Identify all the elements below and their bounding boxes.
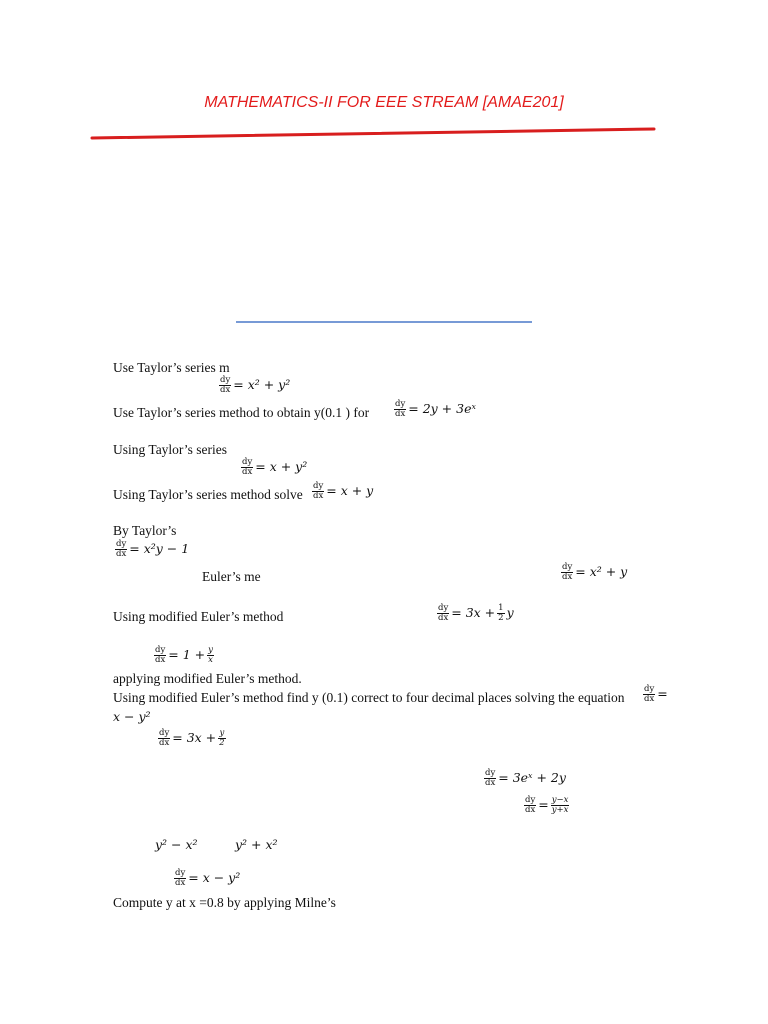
equation: y² − x² (155, 837, 198, 852)
derivative-fraction: $\frac{dy}{dx}$ (220, 375, 231, 395)
text-line: By Taylor’s (113, 523, 177, 538)
equation: $\frac{dy}{dx}$ = x² + y² (220, 375, 291, 395)
document-title: MATHEMATICS-II FOR EEE STREAM [AMAE201] (204, 94, 564, 111)
equation: $\frac{dy}{dx}$ = 3x + $\frac{1}{2}$ y (438, 603, 514, 623)
text-line: Euler’s me (202, 569, 261, 584)
text-line: Use Taylor’s series method to obtain y(0.1 ) for (113, 405, 370, 420)
header-rules (0, 0, 768, 340)
text-line: Using Taylor’s series (113, 442, 228, 457)
text-line: Using Taylor’s series method solve (113, 487, 303, 502)
equation: $\frac{dy}{dx}$ = x + y² (242, 457, 308, 477)
text-line: Using modified Euler’s method find y (0.1) correct to four decimal places solving the equation (113, 690, 625, 705)
equation: $\frac{dy}{dx}$ = x² + y (562, 562, 628, 582)
equation: $\frac{dy}{dx}$ = $\frac{y-x}{y+x}$ (525, 795, 569, 815)
text-line: Compute y at x =0.8 by applying Milne’s (113, 895, 336, 910)
text-line: applying modified Euler’s method. (113, 671, 302, 686)
equation-continued: x − y² (113, 709, 151, 724)
text-line: Use Taylor’s series m (113, 360, 230, 375)
red-rule (92, 129, 654, 138)
equation: $\frac{dy}{dx}$ = 2y + 3eˣ (395, 399, 476, 419)
equation: $\frac{dy}{dx}$ = x + y (313, 481, 374, 501)
equation: $\frac{dy}{dx}$ = 3x + $\frac{y}{2}$ (159, 728, 225, 748)
equation: $\frac{dy}{dx}$ = x²y − 1 (116, 539, 190, 559)
equation: $\frac{dy}{dx}$ = 3eˣ + 2y (485, 768, 566, 788)
equation: $\frac{dy}{dx}$ = 1 + $\frac{y}{x}$ (155, 645, 213, 665)
equation: y² + x² (235, 837, 278, 852)
equation: $\frac{dy}{dx}$ = x − y² (175, 868, 241, 888)
text-line: Using modified Euler’s method (113, 609, 284, 624)
equation: $\frac{dy}{dx}$ = (644, 684, 668, 704)
